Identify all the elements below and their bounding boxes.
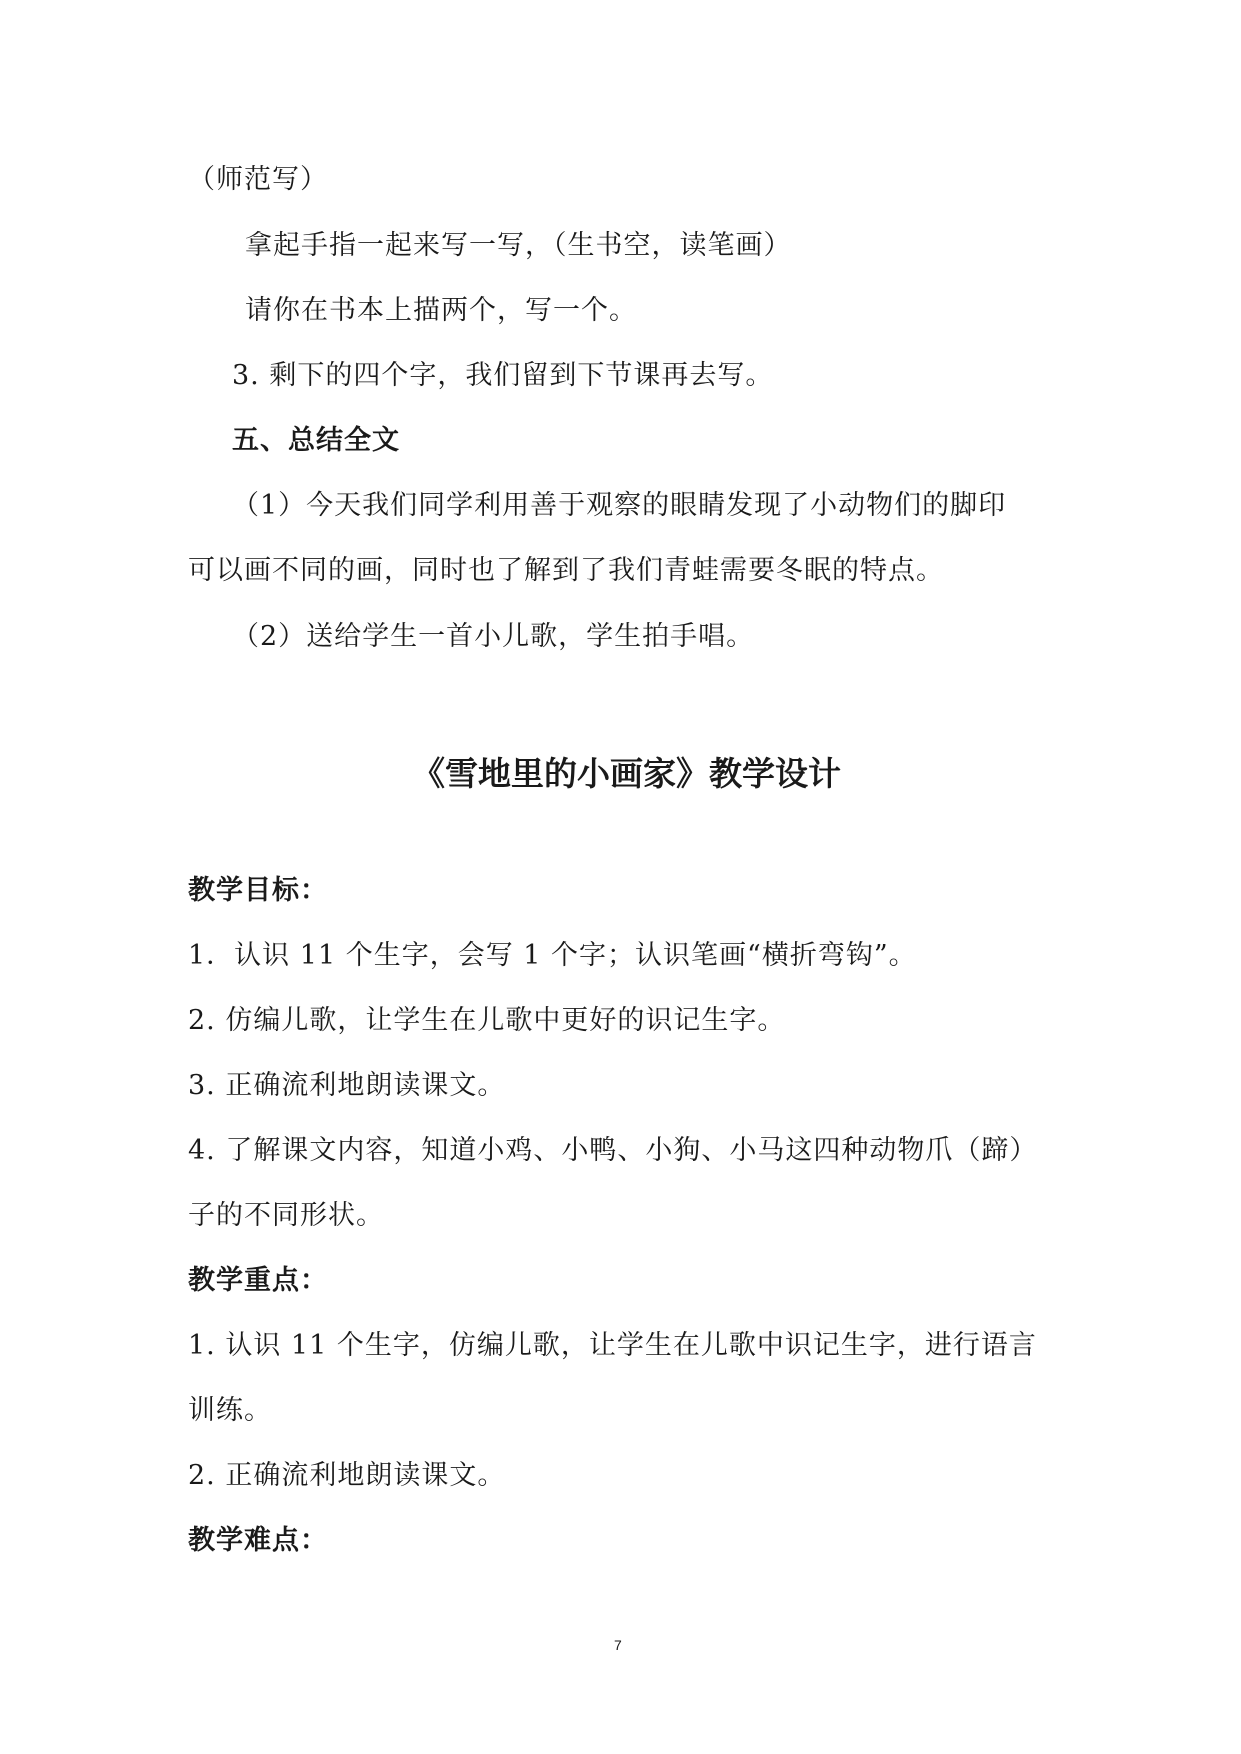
key-point-1-line-2: 训练。 [188,1395,272,1426]
summary-paragraph-1-line-2: 可以画不同的画，同时也了解到了我们青蛙需要冬眠的特点。 [188,555,944,586]
teacher-demo-text: （师范写） [188,164,328,195]
summary-paragraph-1-line-1: （1）今天我们同学利用善于观察的眼睛发现了小动物们的脚印 [232,490,1007,521]
key-points-heading: 教学重点： [188,1265,328,1296]
objective-2: 2. 仿编儿歌，让学生在儿歌中更好的识记生字。 [188,1005,786,1036]
trace-write-text: 请你在书本上描两个，写一个。 [245,295,637,326]
objective-1: 1．认识 11 个生字，会写 1 个字；认识笔画“横折弯钩”。 [188,940,917,971]
finger-write-text: 拿起手指一起来写一写，（生书空，读笔画） [245,230,792,261]
difficulties-heading: 教学难点： [188,1525,328,1556]
objectives-heading: 教学目标： [188,875,328,906]
objective-4-line-1: 4. 了解课文内容，知道小鸡、小鸭、小狗、小马这四种动物爪（蹄） [188,1135,1038,1166]
objective-3: 3. 正确流利地朗读课文。 [188,1070,506,1101]
key-point-2: 2. 正确流利地朗读课文。 [188,1460,506,1491]
key-point-1-line-1: 1. 认识 11 个生字，仿编儿歌，让学生在儿歌中识记生字，进行语言 [188,1330,1037,1361]
summary-heading: 五、总结全文 [232,425,400,456]
summary-paragraph-2: （2）送给学生一首小儿歌，学生拍手唱。 [232,621,755,652]
objective-4-line-2: 子的不同形状。 [188,1200,384,1231]
remaining-characters-text: 3. 剩下的四个字，我们留到下节课再去写。 [232,360,774,391]
page-number: 7 [614,1637,622,1653]
lesson-design-title: 《雪地里的小画家》教学设计 [412,754,841,793]
